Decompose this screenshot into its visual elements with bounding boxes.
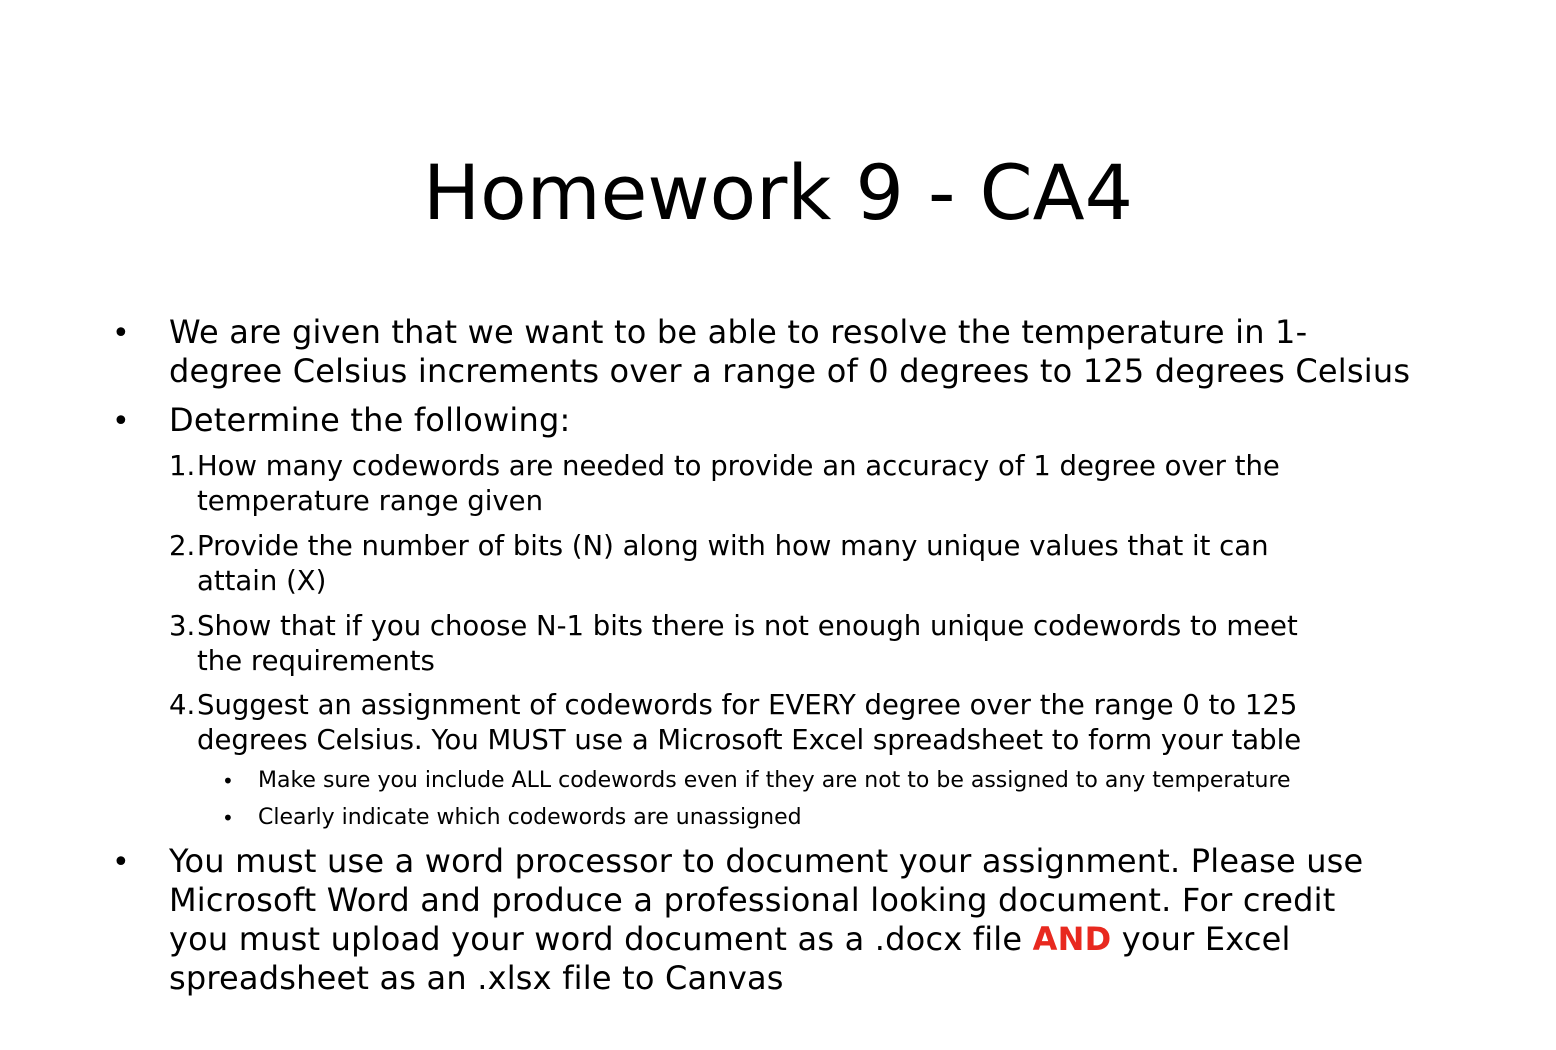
emphasis-and: AND: [1032, 920, 1112, 958]
sub-bullet-2: Clearly indicate which codewords are unassigned: [258, 805, 802, 830]
numbered-item-1-line-2: temperature range given: [197, 485, 544, 517]
bullet-1-line-1: We are given that we want to be able to resolve the temperature in 1-: [169, 313, 1308, 351]
page-title: Homework 9 - CA4: [422, 148, 1133, 237]
numbered-item-3-number: 3.: [169, 610, 196, 642]
bullet-3-line-4: spreadsheet as an .xlsx file to Canvas: [169, 959, 784, 997]
bullet-3-line-3-post: your Excel: [1111, 920, 1291, 958]
bullet-3-line-3: [169, 920, 1291, 959]
bullet-dot-icon: •: [112, 316, 130, 351]
bullet-3-line-3-pre: you must upload your word document as a .docx file: [169, 920, 1033, 958]
numbered-item-4-number: 4.: [169, 689, 196, 721]
numbered-item-4-line-2: degrees Celsius. You MUST use a Microsoft Excel spreadsheet to form your table: [197, 724, 1302, 756]
numbered-item-1-line-1: How many codewords are needed to provide an accuracy of 1 degree over the: [197, 450, 1280, 482]
numbered-item-3-line-1: Show that if you choose N-1 bits there is not enough unique codewords to meet: [197, 610, 1298, 642]
bullet-dot-icon: •: [112, 845, 130, 880]
bullet-1-line-2: degree Celsius increments over a range of 0 degrees to 125 degrees Celsius: [169, 352, 1411, 390]
bullet-2-line-1: Determine the following:: [169, 401, 571, 439]
bullet-3-line-2: Microsoft Word and produce a professional looking document. For credit: [169, 881, 1336, 919]
sub-bullet-dot-icon: •: [222, 769, 234, 793]
numbered-item-2-line-2: attain (X): [197, 565, 327, 597]
numbered-item-4-line-1: Suggest an assignment of codewords for EVERY degree over the range 0 to 125: [197, 689, 1298, 721]
bullet-dot-icon: •: [112, 404, 130, 439]
sub-bullet-1: Make sure you include ALL codewords even if they are not to be assigned to any temperature: [258, 768, 1291, 793]
numbered-item-1-number: 1.: [169, 450, 196, 482]
numbered-item-2-number: 2.: [169, 530, 196, 562]
sub-bullet-dot-icon: •: [222, 806, 234, 830]
bullet-3-line-1: You must use a word processor to document your assignment. Please use: [169, 842, 1364, 880]
numbered-item-3-line-2: the requirements: [197, 645, 435, 677]
numbered-item-2-line-1: Provide the number of bits (N) along with how many unique values that it can: [197, 530, 1269, 562]
